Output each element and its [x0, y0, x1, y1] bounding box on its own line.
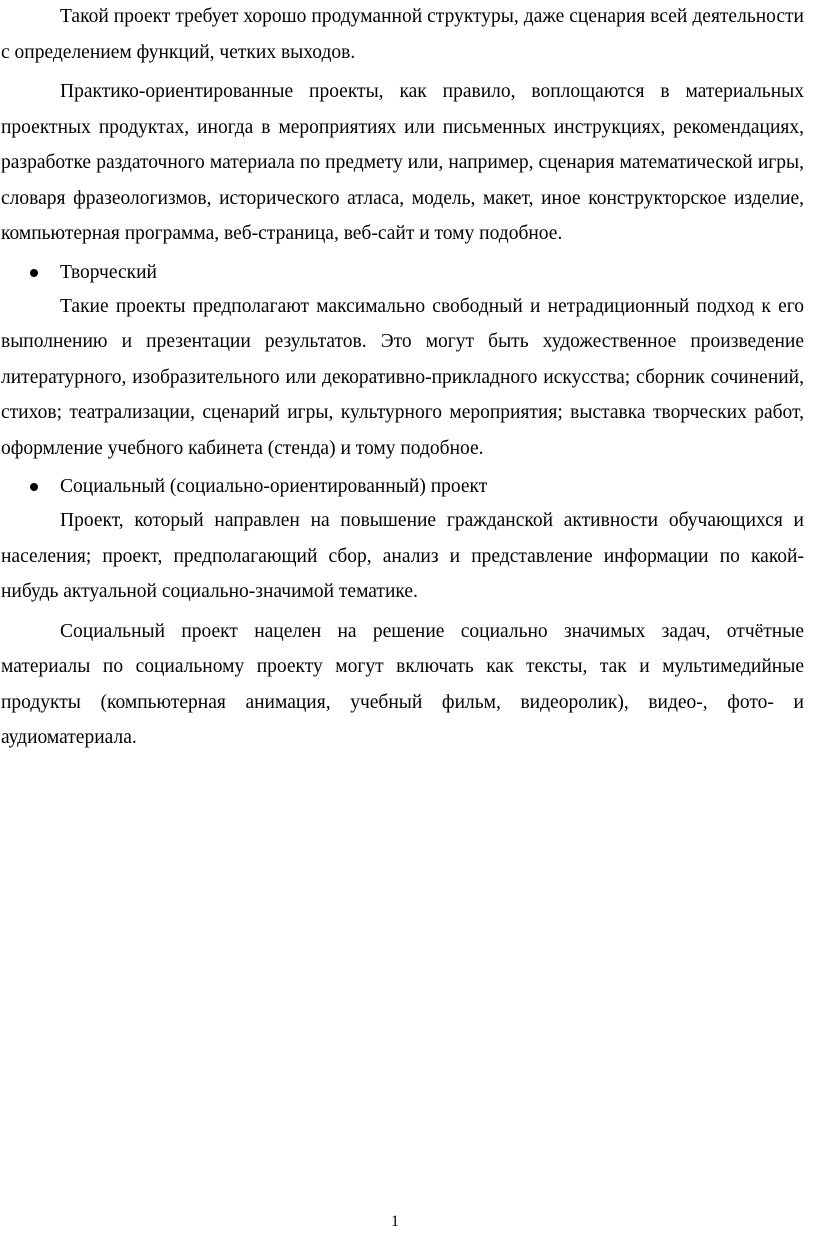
paragraph-social-goals: Социальный проект нацелен на решение социально значимых задач, отчётные материалы по социальному проекту могут включать как тексты, так и мультимедийные продукты (компьютерная анимация, учебный фильм, видеоролик), видео-, фото- и аудиоматериала.: [1, 620, 804, 748]
document-body: [1, 0, 804, 756]
bullet-label-social: Социальный (социально-ориентированный) проект: [60, 476, 488, 497]
bullet-icon: [30, 269, 38, 277]
bullet-label-creative: Творческий: [60, 261, 157, 283]
bullet-item-social: [1, 470, 804, 503]
bullet-item-creative: [1, 256, 804, 289]
paragraph-creative: Такие проекты предполагают максимально свободный и нетрадиционный подход к его выполнению и презентации результатов. Это могут быть художественное произведение литературного, изобразительного или декоративно-прикладного искусства; сборник сочинений, стихов; театрализации, сценарий игры, культурного мероприятия; выставка творческих работ, оформление учебного кабинета (стенда) и тому подобное.: [1, 295, 804, 459]
page-number: 1: [391, 1213, 399, 1230]
bullet-icon: [30, 483, 38, 491]
paragraph-structure: Такой проект требует хорошо продуманной структуры, даже сценария всей деятельности с определением функций, четких выходов.: [1, 6, 804, 63]
paragraph-social-definition: Проект, который направлен на повышение гражданской активности обучающихся и населения; проект, предполагающий сбор, анализ и представление информации по какой-нибудь актуальной социально-значимой тематике.: [1, 510, 804, 602]
paragraph-practice-oriented: Практико-ориентированные проекты, как правило, воплощаются в материальных проектных продуктах, иногда в мероприятиях или письменных инструкциях, рекомендациях, разработке раздаточного материала по предмету или, например, сценария математической игры, словаря фразеологизмов, исторического атласа, модель, макет, иное конструкторское изделие, компьютерная программа, веб-страница, веб-сайт и тому подобное.: [1, 81, 804, 244]
